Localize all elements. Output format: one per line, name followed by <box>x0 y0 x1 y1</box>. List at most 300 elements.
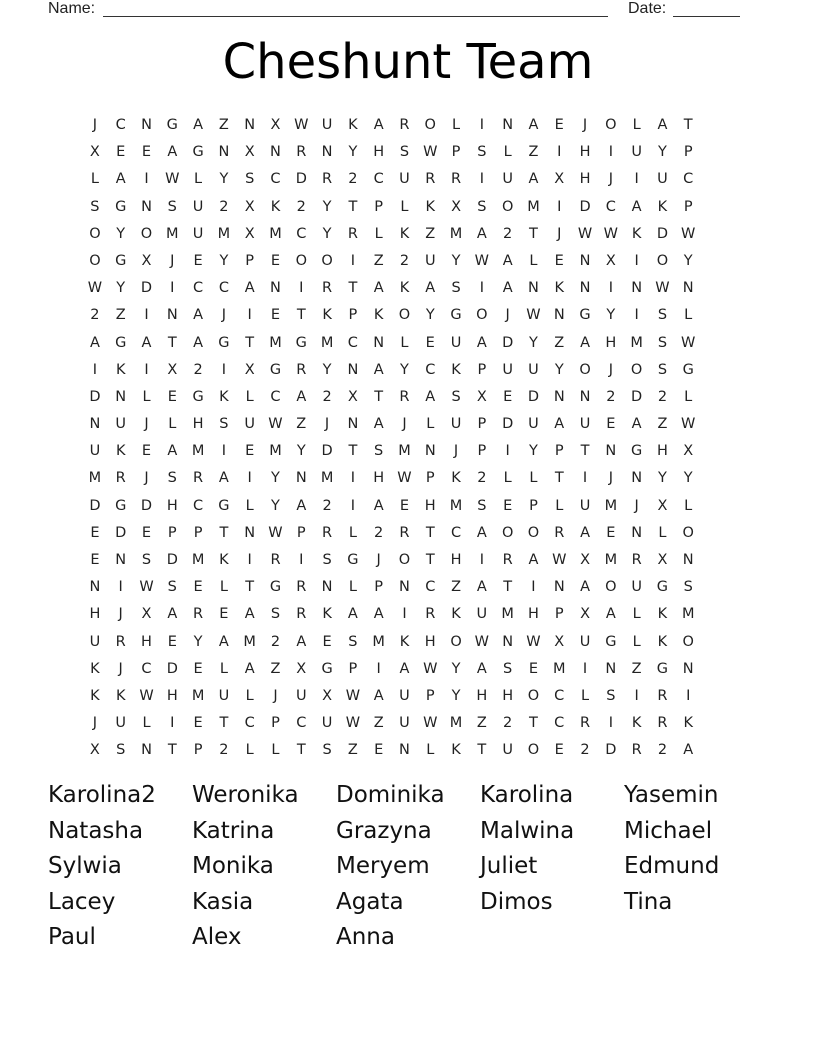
grid-letter[interactable]: A <box>373 606 384 623</box>
grid-letter[interactable]: C <box>244 715 255 732</box>
grid-letter[interactable]: N <box>321 144 333 161</box>
name-blank-line[interactable] <box>103 16 608 17</box>
grid-letter[interactable]: I <box>634 687 639 704</box>
grid-letter[interactable]: D <box>321 443 333 460</box>
grid-letter[interactable]: K <box>425 198 436 215</box>
grid-letter[interactable]: L <box>245 497 254 514</box>
grid-letter[interactable]: L <box>348 579 357 596</box>
grid-letter[interactable]: J <box>92 117 98 133</box>
grid-letter[interactable]: N <box>270 280 281 297</box>
grid-letter[interactable]: N <box>553 388 565 405</box>
grid-letter[interactable]: R <box>322 171 333 188</box>
grid-letter[interactable]: E <box>503 497 513 514</box>
grid-letter[interactable]: N <box>682 280 694 297</box>
grid-letter[interactable]: X <box>451 198 462 215</box>
grid-letter[interactable]: T <box>167 334 177 351</box>
grid-letter[interactable]: A <box>218 633 229 650</box>
grid-letter[interactable]: U <box>218 687 230 704</box>
grid-letter[interactable]: I <box>402 606 407 623</box>
grid-letter[interactable]: J <box>324 416 330 433</box>
grid-letter[interactable]: R <box>322 280 333 297</box>
grid-letter[interactable]: 2 <box>322 388 332 405</box>
grid-letter[interactable]: N <box>399 579 410 596</box>
grid-letter[interactable]: T <box>348 443 358 460</box>
grid-letter[interactable]: A <box>502 280 513 297</box>
grid-letter[interactable]: K <box>399 225 410 242</box>
grid-letter[interactable]: R <box>347 225 358 242</box>
grid-letter[interactable]: T <box>580 443 590 460</box>
grid-letter[interactable]: H <box>166 497 178 514</box>
grid-letter[interactable]: L <box>426 416 435 433</box>
grid-letter[interactable]: P <box>529 497 538 514</box>
grid-letter[interactable]: 2 <box>606 388 616 405</box>
grid-letter[interactable]: T <box>529 715 538 732</box>
grid-letter[interactable]: M <box>527 198 540 215</box>
grid-letter[interactable]: A <box>193 307 204 324</box>
grid-letter[interactable]: S <box>399 144 410 161</box>
grid-letter[interactable]: Y <box>606 307 616 324</box>
grid-letter[interactable]: A <box>476 334 487 351</box>
grid-letter[interactable]: Y <box>116 280 126 297</box>
grid-letter[interactable]: A <box>296 633 307 650</box>
grid-letter[interactable]: N <box>631 280 643 297</box>
grid-letter[interactable]: L <box>452 117 461 133</box>
grid-letter[interactable]: P <box>374 198 384 215</box>
grid-letter[interactable]: P <box>554 443 564 460</box>
grid-letter[interactable]: N <box>631 524 643 541</box>
grid-letter[interactable]: T <box>348 198 358 215</box>
grid-letter[interactable]: D <box>166 660 178 677</box>
grid-letter[interactable]: G <box>269 579 282 596</box>
grid-letter[interactable]: L <box>632 633 641 650</box>
grid-letter[interactable]: J <box>453 443 459 460</box>
grid-letter[interactable]: P <box>374 579 384 596</box>
grid-letter[interactable]: U <box>528 361 539 378</box>
grid-letter[interactable]: Y <box>322 361 332 378</box>
grid-letter[interactable]: M <box>269 334 282 351</box>
grid-letter[interactable]: R <box>193 470 204 487</box>
grid-letter[interactable]: I <box>144 361 149 378</box>
grid-letter[interactable]: N <box>321 579 333 596</box>
grid-letter[interactable]: J <box>634 497 639 514</box>
grid-letter[interactable]: M <box>269 225 282 242</box>
grid-letter[interactable]: U <box>244 416 255 433</box>
grid-letter[interactable]: E <box>606 416 616 433</box>
grid-letter[interactable]: U <box>424 252 436 269</box>
grid-letter[interactable]: W <box>423 715 438 732</box>
grid-letter[interactable]: E <box>554 117 564 133</box>
grid-letter[interactable]: K <box>270 198 281 215</box>
grid-letter[interactable]: R <box>296 144 307 161</box>
grid-letter[interactable]: A <box>244 606 255 623</box>
grid-letter[interactable]: Z <box>528 144 539 161</box>
grid-letter[interactable]: O <box>424 117 436 133</box>
grid-letter[interactable]: W <box>552 552 567 568</box>
grid-letter[interactable]: U <box>321 117 333 133</box>
grid-letter[interactable]: T <box>477 742 487 759</box>
grid-letter[interactable]: M <box>449 497 463 514</box>
grid-letter[interactable]: L <box>219 660 228 677</box>
grid-letter[interactable]: H <box>89 606 101 623</box>
grid-letter[interactable]: K <box>322 606 332 623</box>
grid-letter[interactable]: K <box>322 307 332 324</box>
grid-letter[interactable]: P <box>193 742 203 759</box>
grid-letter[interactable]: 2 <box>503 225 513 242</box>
grid-letter[interactable]: X <box>296 660 307 677</box>
grid-letter[interactable]: E <box>141 443 152 460</box>
grid-letter[interactable]: R <box>425 606 436 623</box>
grid-letter[interactable]: W <box>474 633 490 650</box>
grid-letter[interactable]: H <box>166 687 178 704</box>
grid-letter[interactable]: A <box>373 497 384 514</box>
grid-letter[interactable]: G <box>347 552 359 568</box>
grid-letter[interactable]: U <box>502 742 513 759</box>
grid-letter[interactable]: I <box>170 280 175 297</box>
grid-letter[interactable]: Y <box>683 470 693 487</box>
grid-letter[interactable]: Z <box>476 715 487 732</box>
grid-letter[interactable]: W <box>294 117 309 133</box>
grid-letter[interactable]: R <box>425 171 436 188</box>
grid-letter[interactable]: P <box>477 416 487 433</box>
grid-letter[interactable]: A <box>528 171 539 188</box>
grid-letter[interactable]: U <box>399 687 410 704</box>
grid-letter[interactable]: E <box>193 660 203 677</box>
grid-letter[interactable]: 2 <box>503 715 513 732</box>
grid-letter[interactable]: N <box>141 198 152 215</box>
grid-letter[interactable]: X <box>580 606 590 623</box>
grid-letter[interactable]: U <box>192 198 204 215</box>
grid-letter[interactable]: L <box>348 524 357 541</box>
grid-letter[interactable]: Z <box>373 252 384 269</box>
grid-letter[interactable]: A <box>399 660 410 677</box>
grid-letter[interactable]: 2 <box>219 198 229 215</box>
grid-letter[interactable]: I <box>505 443 510 460</box>
grid-letter[interactable]: Z <box>657 416 668 433</box>
grid-letter[interactable]: S <box>167 470 177 487</box>
grid-letter[interactable]: 2 <box>270 633 281 650</box>
grid-letter[interactable]: A <box>347 606 358 623</box>
grid-letter[interactable]: I <box>608 144 613 161</box>
grid-letter[interactable]: X <box>657 552 668 568</box>
grid-letter[interactable]: M <box>501 606 514 623</box>
grid-letter[interactable]: W <box>139 687 154 704</box>
grid-letter[interactable]: R <box>193 606 204 623</box>
grid-letter[interactable]: D <box>502 416 514 433</box>
grid-letter[interactable]: E <box>554 252 564 269</box>
grid-letter[interactable]: U <box>631 579 642 596</box>
grid-letter[interactable]: Z <box>631 660 642 677</box>
grid-letter[interactable]: S <box>657 361 668 378</box>
grid-letter[interactable]: C <box>296 715 307 732</box>
grid-letter[interactable]: 2 <box>657 388 668 405</box>
grid-letter[interactable]: Y <box>529 334 538 351</box>
grid-letter[interactable]: I <box>479 552 484 568</box>
grid-letter[interactable]: N <box>553 579 565 596</box>
grid-letter[interactable]: X <box>476 388 487 405</box>
grid-letter[interactable]: S <box>606 687 616 704</box>
grid-letter[interactable]: A <box>631 416 642 433</box>
grid-letter[interactable]: 2 <box>580 742 590 759</box>
grid-letter[interactable]: J <box>608 470 613 487</box>
grid-letter[interactable]: W <box>681 225 696 242</box>
grid-letter[interactable]: T <box>296 307 306 324</box>
grid-letter[interactable]: I <box>686 687 691 704</box>
grid-letter[interactable]: G <box>192 144 204 161</box>
grid-letter[interactable]: P <box>683 198 693 215</box>
grid-letter[interactable]: H <box>527 606 539 623</box>
grid-letter[interactable]: H <box>605 334 617 351</box>
grid-letter[interactable]: E <box>167 633 177 650</box>
grid-letter[interactable]: X <box>167 361 178 378</box>
grid-letter[interactable]: O <box>527 687 540 704</box>
grid-letter[interactable]: N <box>115 552 127 568</box>
grid-letter[interactable]: C <box>373 171 384 188</box>
grid-letter[interactable]: I <box>247 307 252 324</box>
grid-letter[interactable]: H <box>424 497 436 514</box>
grid-letter[interactable]: O <box>450 633 462 650</box>
grid-letter[interactable]: D <box>656 225 669 242</box>
grid-letter[interactable]: T <box>425 552 435 568</box>
grid-letter[interactable]: G <box>115 198 127 215</box>
grid-letter[interactable]: R <box>631 742 642 759</box>
grid-letter[interactable]: J <box>505 307 510 324</box>
grid-letter[interactable]: I <box>170 715 175 732</box>
grid-letter[interactable]: A <box>683 742 694 759</box>
grid-letter[interactable]: X <box>657 497 668 514</box>
grid-letter[interactable]: O <box>501 198 514 215</box>
grid-letter[interactable]: Y <box>658 144 667 161</box>
grid-letter[interactable]: R <box>296 579 307 596</box>
grid-letter[interactable]: I <box>247 552 252 568</box>
grid-letter[interactable]: H <box>656 443 668 460</box>
grid-letter[interactable]: X <box>244 198 255 215</box>
grid-letter[interactable]: D <box>89 497 101 514</box>
grid-letter[interactable]: J <box>92 715 98 732</box>
grid-letter[interactable]: J <box>582 117 588 133</box>
grid-letter[interactable]: A <box>605 606 616 623</box>
grid-letter[interactable]: U <box>89 443 101 460</box>
grid-letter[interactable]: K <box>90 687 100 704</box>
grid-letter[interactable]: I <box>557 198 562 215</box>
grid-letter[interactable]: X <box>322 687 333 704</box>
grid-letter[interactable]: H <box>579 171 591 188</box>
grid-letter[interactable]: N <box>270 144 281 161</box>
grid-letter[interactable]: A <box>425 388 436 405</box>
grid-letter[interactable]: U <box>115 715 126 732</box>
grid-letter[interactable]: L <box>245 388 254 405</box>
grid-letter[interactable]: A <box>373 280 384 297</box>
grid-letter[interactable]: A <box>296 388 307 405</box>
grid-letter[interactable]: U <box>579 633 591 650</box>
grid-letter[interactable]: C <box>115 117 126 133</box>
grid-letter[interactable]: G <box>450 307 462 324</box>
grid-letter[interactable]: Y <box>219 252 229 269</box>
grid-letter[interactable]: C <box>141 660 152 677</box>
grid-letter[interactable]: A <box>244 660 255 677</box>
grid-letter[interactable]: G <box>682 361 694 378</box>
grid-letter[interactable]: M <box>398 443 411 460</box>
grid-letter[interactable]: C <box>193 280 204 297</box>
grid-letter[interactable]: M <box>681 606 695 623</box>
grid-letter[interactable]: X <box>605 252 616 269</box>
grid-letter[interactable]: C <box>218 280 229 297</box>
grid-letter[interactable]: L <box>503 144 512 161</box>
grid-letter[interactable]: U <box>631 144 642 161</box>
grid-letter[interactable]: C <box>554 687 565 704</box>
grid-letter[interactable]: W <box>603 225 618 242</box>
grid-letter[interactable]: S <box>219 416 229 433</box>
grid-letter[interactable]: G <box>321 660 333 677</box>
grid-letter[interactable]: S <box>477 144 487 161</box>
grid-letter[interactable]: M <box>191 687 205 704</box>
grid-letter[interactable]: A <box>528 117 539 133</box>
grid-letter[interactable]: Y <box>193 633 203 650</box>
grid-letter[interactable]: L <box>194 171 203 188</box>
grid-letter[interactable]: L <box>555 497 564 514</box>
grid-letter[interactable]: G <box>631 443 643 460</box>
grid-letter[interactable]: Y <box>116 225 126 242</box>
date-blank-line[interactable] <box>673 16 740 17</box>
grid-letter[interactable]: 2 <box>348 171 358 188</box>
grid-letter[interactable]: W <box>526 307 541 324</box>
grid-letter[interactable]: W <box>268 416 283 433</box>
grid-letter[interactable]: J <box>557 225 562 242</box>
grid-letter[interactable]: G <box>605 633 617 650</box>
grid-letter[interactable]: S <box>374 443 384 460</box>
grid-letter[interactable]: I <box>350 470 355 487</box>
grid-letter[interactable]: R <box>322 524 333 541</box>
grid-letter[interactable]: Y <box>296 443 306 460</box>
grid-letter[interactable]: 2 <box>193 361 203 378</box>
grid-letter[interactable]: M <box>449 715 463 732</box>
grid-letter[interactable]: J <box>118 660 123 677</box>
grid-letter[interactable]: G <box>218 334 230 351</box>
grid-letter[interactable]: J <box>376 552 381 568</box>
grid-letter[interactable]: U <box>192 225 204 242</box>
grid-letter[interactable]: N <box>373 334 385 351</box>
grid-letter[interactable]: R <box>296 606 307 623</box>
grid-letter[interactable]: E <box>528 660 539 677</box>
grid-letter[interactable]: J <box>608 171 613 188</box>
grid-letter[interactable]: I <box>144 307 149 324</box>
grid-letter[interactable]: I <box>92 361 98 378</box>
grid-letter[interactable]: W <box>423 144 438 161</box>
grid-letter[interactable]: M <box>449 225 463 242</box>
grid-letter[interactable]: D <box>527 388 540 405</box>
grid-letter[interactable]: W <box>345 715 361 732</box>
grid-letter[interactable]: W <box>345 687 361 704</box>
grid-letter[interactable]: A <box>296 497 307 514</box>
grid-letter[interactable]: S <box>322 742 332 759</box>
grid-letter[interactable]: A <box>141 334 152 351</box>
grid-letter[interactable]: N <box>89 579 101 596</box>
grid-letter[interactable]: W <box>526 633 541 650</box>
grid-letter[interactable]: O <box>630 361 643 378</box>
grid-letter[interactable]: A <box>373 416 384 433</box>
grid-letter[interactable]: X <box>141 252 152 269</box>
grid-letter[interactable]: S <box>683 579 693 596</box>
grid-letter[interactable]: M <box>604 497 618 514</box>
grid-letter[interactable]: N <box>115 388 127 405</box>
grid-letter[interactable]: G <box>192 388 204 405</box>
grid-letter[interactable]: C <box>270 171 281 188</box>
grid-letter[interactable]: N <box>347 416 359 433</box>
grid-letter[interactable]: O <box>398 552 411 568</box>
grid-letter[interactable]: E <box>193 715 203 732</box>
grid-letter[interactable]: T <box>296 742 306 759</box>
grid-letter[interactable]: 2 <box>399 252 410 269</box>
grid-letter[interactable]: A <box>580 334 590 351</box>
grid-letter[interactable]: E <box>554 742 564 759</box>
grid-letter[interactable]: A <box>528 552 539 568</box>
grid-letter[interactable]: D <box>115 524 127 541</box>
grid-letter[interactable]: T <box>503 579 513 596</box>
grid-letter[interactable]: P <box>193 524 203 541</box>
grid-letter[interactable]: A <box>373 117 384 133</box>
grid-letter[interactable]: Y <box>400 361 409 378</box>
grid-letter[interactable]: N <box>89 416 101 433</box>
grid-letter[interactable]: T <box>374 388 384 405</box>
grid-letter[interactable]: A <box>167 606 178 623</box>
grid-letter[interactable]: I <box>350 252 355 269</box>
grid-letter[interactable]: K <box>631 225 642 242</box>
grid-letter[interactable]: S <box>451 388 461 405</box>
grid-letter[interactable]: X <box>89 144 100 161</box>
grid-letter[interactable]: E <box>141 144 152 161</box>
grid-letter[interactable]: T <box>529 225 538 242</box>
grid-letter[interactable]: L <box>658 524 667 541</box>
grid-letter[interactable]: P <box>477 443 487 460</box>
grid-letter[interactable]: A <box>476 524 487 541</box>
grid-letter[interactable]: N <box>605 660 617 677</box>
grid-letter[interactable]: Z <box>347 742 358 759</box>
grid-letter[interactable]: 2 <box>322 497 332 514</box>
grid-letter[interactable]: K <box>451 606 461 623</box>
grid-letter[interactable]: A <box>554 416 565 433</box>
grid-letter[interactable]: A <box>631 198 642 215</box>
grid-letter[interactable]: E <box>90 552 100 568</box>
grid-letter[interactable]: X <box>580 552 590 568</box>
grid-letter[interactable]: I <box>479 117 484 133</box>
grid-letter[interactable]: S <box>477 198 487 215</box>
grid-letter[interactable]: O <box>682 633 694 650</box>
grid-letter[interactable]: S <box>348 633 358 650</box>
grid-letter[interactable]: I <box>118 579 123 596</box>
grid-letter[interactable]: L <box>684 497 693 514</box>
grid-letter[interactable]: 2 <box>296 198 306 215</box>
grid-letter[interactable]: A <box>580 524 590 541</box>
grid-letter[interactable]: M <box>243 633 256 650</box>
grid-letter[interactable]: L <box>168 416 177 433</box>
grid-letter[interactable]: I <box>557 144 562 161</box>
grid-letter[interactable]: I <box>144 171 149 188</box>
grid-letter[interactable]: N <box>244 117 256 133</box>
grid-letter[interactable]: L <box>90 171 99 188</box>
grid-letter[interactable]: M <box>552 660 566 677</box>
grid-letter[interactable]: P <box>683 144 693 161</box>
grid-letter[interactable]: N <box>347 361 359 378</box>
grid-letter[interactable]: Y <box>529 443 538 460</box>
grid-letter[interactable]: L <box>632 117 641 133</box>
grid-letter[interactable]: S <box>270 606 281 623</box>
grid-letter[interactable]: M <box>191 552 205 568</box>
grid-letter[interactable]: Z <box>218 117 229 133</box>
grid-letter[interactable]: X <box>141 606 152 623</box>
grid-letter[interactable]: Y <box>451 252 461 269</box>
grid-letter[interactable]: C <box>554 715 565 732</box>
grid-letter[interactable]: J <box>608 361 613 378</box>
grid-letter[interactable]: A <box>425 280 436 297</box>
